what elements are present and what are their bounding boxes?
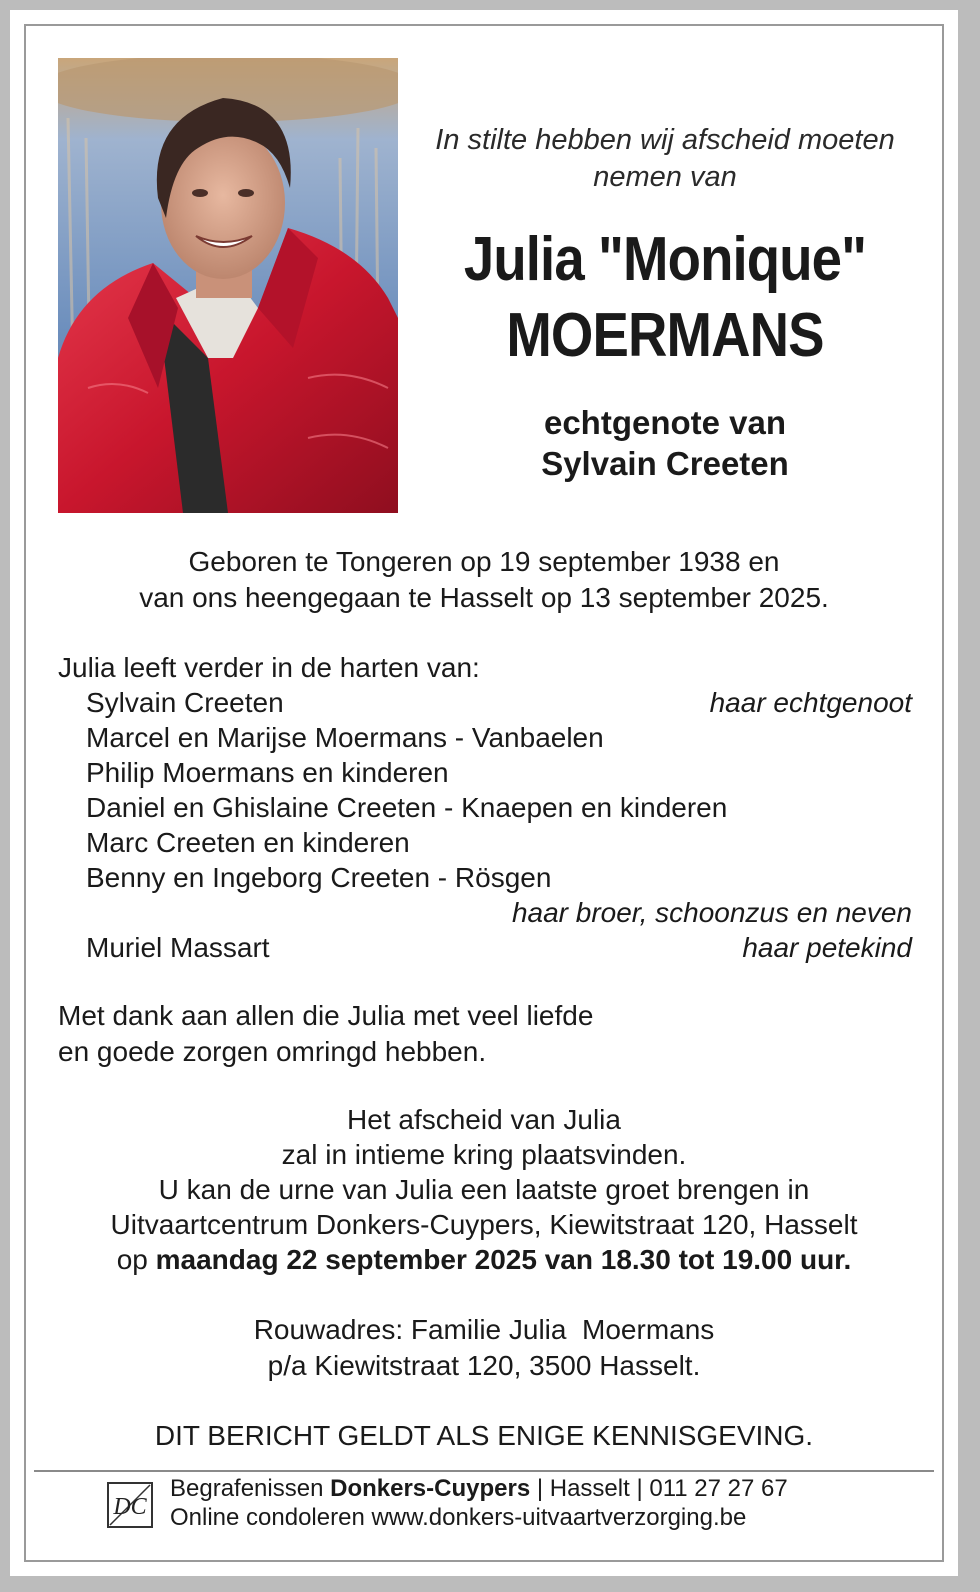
farewell-date-prefix: op [116,1244,156,1275]
thanks-line-1: Met dank aan allen die Julia met veel liefde [58,1000,594,1031]
footer-line-1 [170,1474,930,1503]
farewell-line-1: Het afscheid van Julia [347,1104,621,1135]
funeral-home-logo [106,1481,154,1529]
deceased-name-line-1: Julia "Monique" [463,225,867,294]
footer-prefix: Begrafenissen [170,1475,331,1502]
family-member: Marc Creeten en kinderen [86,827,410,858]
deceased-name [441,222,890,374]
family-row [58,720,912,755]
logo-text: DC [113,1494,147,1520]
spouse-line-2: Sylvain Creeten [541,445,789,482]
family-member: Daniel en Ghislaine Creeten - Knaepen en kinderen [86,792,728,823]
family-relation: haar echtgenoot [709,687,912,718]
deceased-name-line-2: MOERMANS [506,301,824,370]
family-row [58,860,912,895]
intro-line-2: nemen van [593,161,737,193]
family-intro: Julia leeft verder in de harten van: [58,652,480,683]
family-row [58,825,912,860]
family-relation: haar petekind [742,932,912,963]
mourning-address [10,1312,958,1384]
farewell-date: maandag 22 september 2025 van 18.30 tot 19.00 uur. [155,1244,852,1275]
family-row [58,895,912,930]
funeral-home-name: Donkers-Cuypers [330,1475,531,1502]
family-member: Marcel en Marijse Moermans - Vanbaelen [86,722,604,753]
farewell-line-3: U kan de urne van Julia een laatste groet brengen in [158,1174,810,1205]
footer-line-2[interactable]: Online condoleren www.donkers-uitvaartverzorging.be [170,1504,747,1531]
spouse-line-1: echtgenote van [543,404,787,441]
farewell-line-4: Uitvaartcentrum Donkers-Cuypers, Kiewitstraat 120, Hasselt [110,1209,858,1240]
life-line-2: van ons heengegaan te Hasselt op 13 september 2025. [139,582,829,613]
address-line-2: p/a Kiewitstraat 120, 3500 Hasselt. [267,1350,701,1381]
family-member: Benny en Ingeborg Creeten - Rösgen [86,862,552,893]
life-dates [10,544,958,616]
family-row [58,685,912,720]
family-list [58,650,912,965]
family-row [58,790,912,825]
footer-location-phone: | Hasselt | 011 27 27 67 [530,1475,788,1502]
family-member: Sylvain Creeten [86,687,284,718]
footer-info [170,1474,930,1532]
footer-divider [34,1470,934,1472]
thanks-line-2: en goede zorgen omringd hebben. [58,1036,487,1067]
family-row [58,930,912,965]
family-intro-row [58,650,912,685]
obituary-card [10,10,958,1576]
farewell-line-2: zal in intieme kring plaatsvinden. [281,1139,687,1170]
life-line-1: Geboren te Tongeren op 19 september 1938 en [188,546,780,577]
thanks-text [58,998,912,1070]
family-row [58,755,912,790]
family-member: Muriel Massart [86,932,270,963]
farewell-text [10,1102,958,1277]
portrait-photo [58,58,398,513]
family-member: Philip Moermans en kinderen [86,757,449,788]
intro-line-1: In stilte hebben wij afscheid moeten [435,124,895,156]
family-relation: haar broer, schoonzus en neven [511,897,912,928]
notice-text: DIT BERICHT GELDT ALS ENIGE KENNISGEVING. [154,1420,814,1451]
farewell-line-5 [10,1242,958,1277]
intro-text [410,122,920,196]
spouse-text [410,402,920,484]
address-line-1: Rouwadres: Familie Julia Moermans [253,1314,715,1345]
